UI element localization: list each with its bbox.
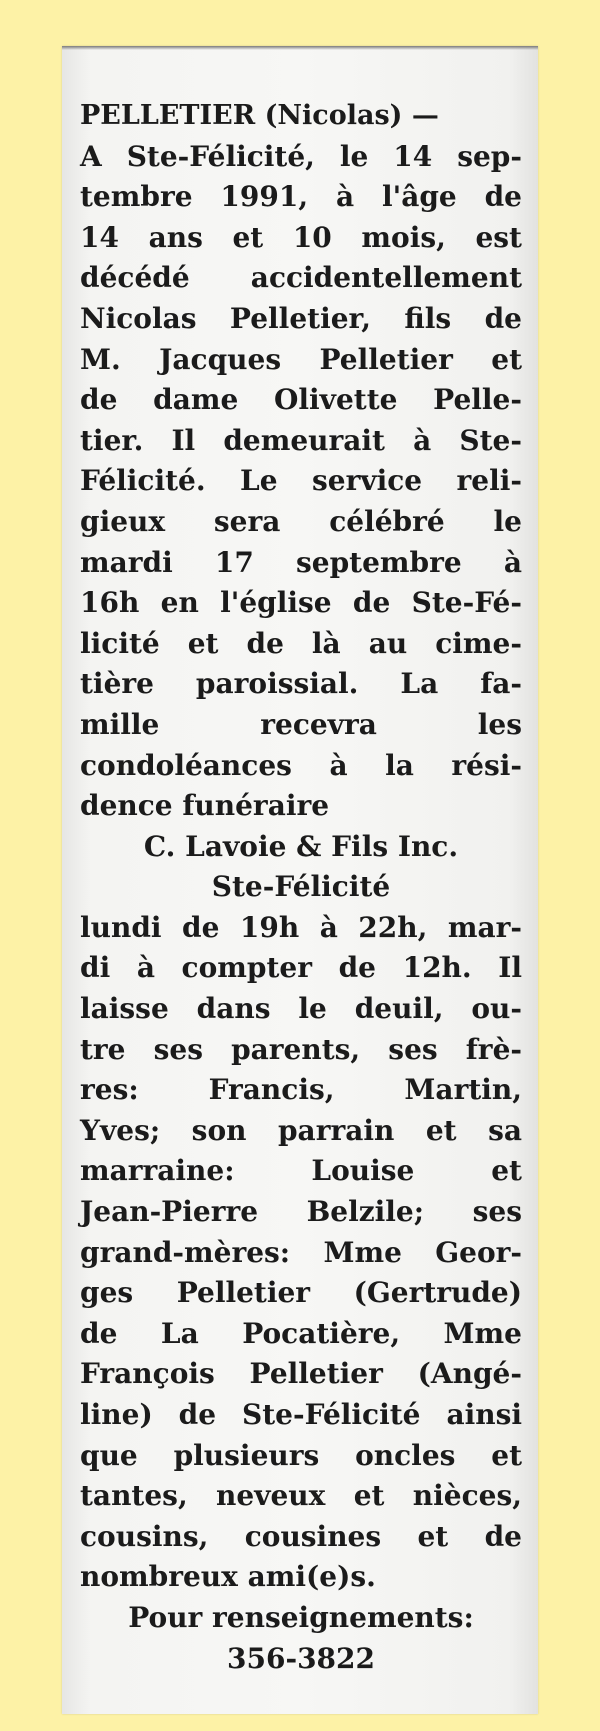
text-line: tière paroissial. La fa-: [80, 667, 522, 701]
text-line: 14 ans et 10 mois, est: [80, 220, 522, 254]
text-line: Yves; son parrain et sa: [80, 1113, 522, 1147]
funeral-home-name: C. Lavoie & Fils Inc.: [143, 829, 459, 863]
funeral-home-location: Ste-Félicité: [211, 870, 391, 904]
text-line: tantes, neveux et nièces,: [80, 1479, 522, 1513]
text-line: cousins, cousines et de: [80, 1519, 522, 1553]
info-label: Pour renseignements:: [128, 1600, 474, 1634]
text-line: condoléances à la rési-: [80, 748, 522, 782]
text-line: M. Jacques Pelletier et: [80, 342, 522, 376]
phone-number: 356-3822: [227, 1641, 375, 1675]
text-line: licité et de là au cime-: [80, 626, 522, 660]
text-line: marraine: Louise et: [80, 1154, 522, 1188]
text-line: de dame Olivette Pelle-: [80, 383, 522, 417]
text-line: Félicité. Le service reli-: [80, 464, 522, 498]
text-line: dence funéraire: [80, 789, 330, 823]
text-line: François Pelletier (Angé-: [80, 1357, 522, 1391]
text-line: di à compter de 12h. Il: [80, 951, 522, 985]
text-line: lundi de 19h à 22h, mar-: [80, 910, 522, 944]
newspaper-clipping: [62, 46, 538, 1714]
text-line: Nicolas Pelletier, fils de: [80, 301, 522, 335]
text-line: line) de Ste-Félicité ainsi: [80, 1398, 522, 1431]
text-line: décédé accidentellement: [80, 261, 522, 295]
obituary-text: [80, 96, 522, 1679]
text-line: que plusieurs oncles et: [80, 1438, 522, 1472]
text-line: A Ste-Félicité, le 14 sep-: [80, 139, 522, 173]
text-line: tre ses parents, ses frè-: [80, 1032, 522, 1066]
text-line: tier. Il demeurait à Ste-: [80, 423, 522, 457]
text-line: tembre 1991, à l'âge de: [80, 180, 522, 214]
text-line: mardi 17 septembre à: [80, 545, 522, 579]
text-line: 16h en l'église de Ste-Fé-: [80, 586, 522, 620]
text-line: nombreux ami(e)s.: [80, 1560, 376, 1594]
text-line: laisse dans le deuil, ou-: [80, 992, 522, 1026]
text-line: Jean-Pierre Belzile; ses: [80, 1195, 522, 1229]
text-line: grand-mères: Mme Geor-: [80, 1235, 522, 1269]
text-line: ges Pelletier (Gertrude): [80, 1276, 522, 1310]
obituary-heading: PELLETIER (Nicolas) —: [80, 100, 439, 131]
text-line: de La Pocatière, Mme: [80, 1316, 522, 1350]
text-line: mille recevra les: [80, 707, 522, 741]
text-line: gieux sera célébré le: [80, 504, 522, 538]
text-line: res: Francis, Martin,: [80, 1073, 522, 1107]
